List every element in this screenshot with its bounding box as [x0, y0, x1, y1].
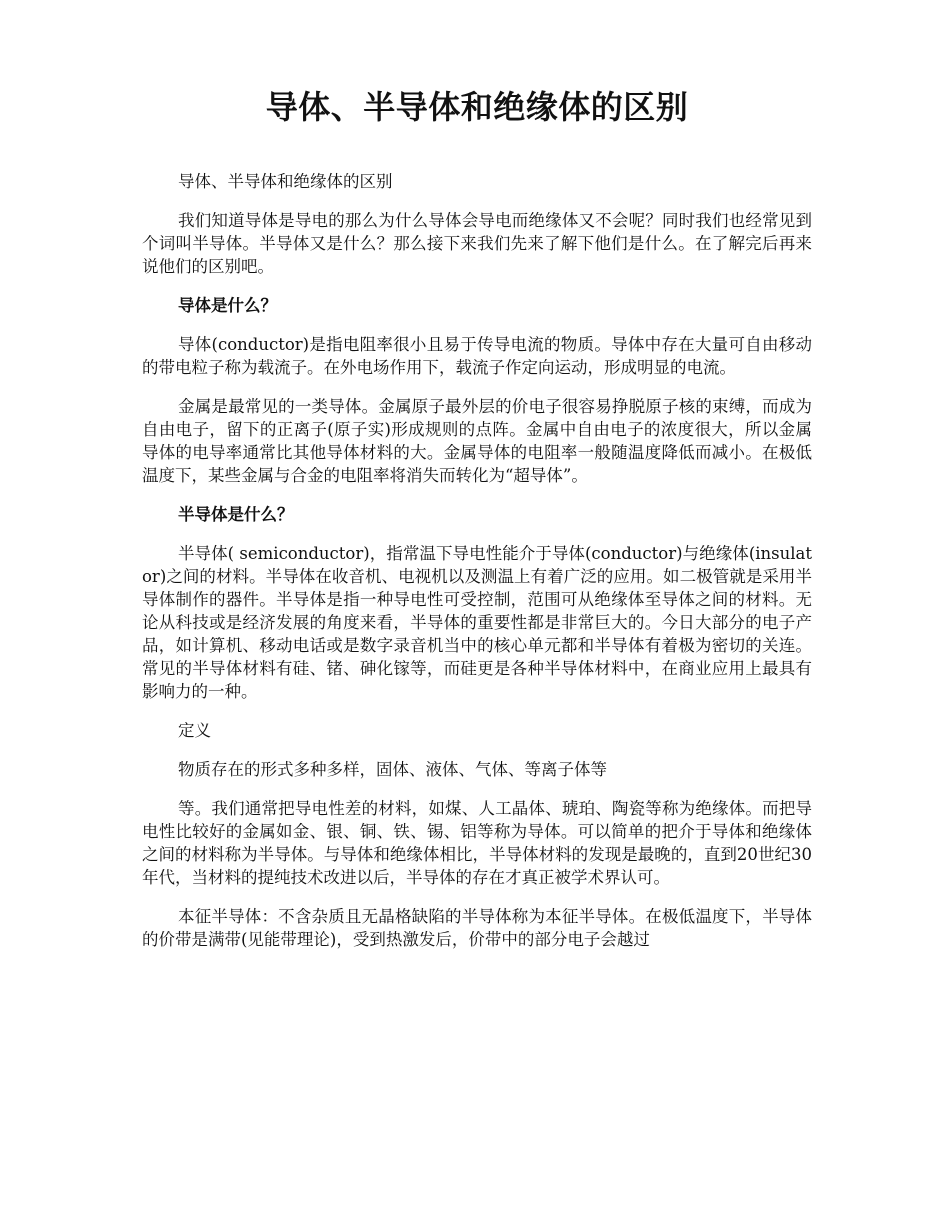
paragraph-subtitle: 导体、半导体和绝缘体的区别 [178, 172, 393, 191]
paragraph-intro: 我们知道导体是导电的那么为什么导体会导电而绝缘体又不会呢？同时我们也经常见到个词叫半导体。半导体又是什么？那么接下来我们先来了解下他们是什么。在了解完后再来说他们的区别吧。 [142, 211, 812, 276]
heading-conductor: 导体是什么？ [178, 296, 277, 315]
document-page [142, 0, 812, 967]
paragraph-semiconductor-definition: 半导体( semiconductor)，指常温下导电性能介于导体(conductor)与绝缘体(insulator)之间的材料。半导体在收音机、电视机以及测温上有着广泛的应用。如二极管就是采用半导体制作的器件。半导体是指一种导电性可受控制，范围可从绝缘体至导体之间的材料。无论从科技或是经济发展的角度来看，半导体的重要性都是非常巨大的。今日大部分的电子产品，如计算机、移动电话或是数字录音机当中的核心单元都和半导体有着极为密切的关连。常见的半导体材料有硅、锗、砷化镓等，而硅更是各种半导体材料中，在商业应用上最具有影响力的一种。 [142, 544, 812, 701]
paragraph-metal-conductor: 金属是最常见的一类导体。金属原子最外层的价电子很容易挣脱原子核的束缚，而成为自由电子，留下的正离子(原子实)形成规则的点阵。金属中自由电子的浓度很大，所以金属导体的电导率通常比其他导体材料的大。金属导体的电阻率一般随温度降低而减小。在极低温度下，某些金属与合金的电阻率将消失而转化为“超导体”。 [142, 397, 812, 485]
paragraph-states-of-matter: 物质存在的形式多种多样，固体、液体、气体、等离子体等 [178, 760, 607, 779]
page-title: 导体、半导体和绝缘体的区别 [265, 88, 689, 126]
paragraph-materials: 等。我们通常把导电性差的材料，如煤、人工晶体、琥珀、陶瓷等称为绝缘体。而把导电性比较好的金属如金、银、铜、铁、锡、铝等称为导体。可以简单的把介于导体和绝缘体之间的材料称为半导体。与导体和绝缘体相比，半导体材料的发现是最晚的，直到20世纪30年代，当材料的提纯技术改进以后，半导体的存在才真正被学术界认可。 [142, 799, 812, 887]
paragraph-definition-label: 定义 [178, 721, 211, 740]
paragraph-intrinsic-semiconductor: 本征半导体：不含杂质且无晶格缺陷的半导体称为本征半导体。在极低温度下，半导体的价带是满带(见能带理论)，受到热激发后，价带中的部分电子会越过 [142, 907, 812, 949]
document-body [142, 170, 812, 951]
paragraph-conductor-definition: 导体(conductor)是指电阻率很小且易于传导电流的物质。导体中存在大量可自由移动的带电粒子称为载流子。在外电场作用下，载流子作定向运动，形成明显的电流。 [142, 335, 812, 377]
heading-semiconductor: 半导体是什么？ [178, 505, 294, 524]
